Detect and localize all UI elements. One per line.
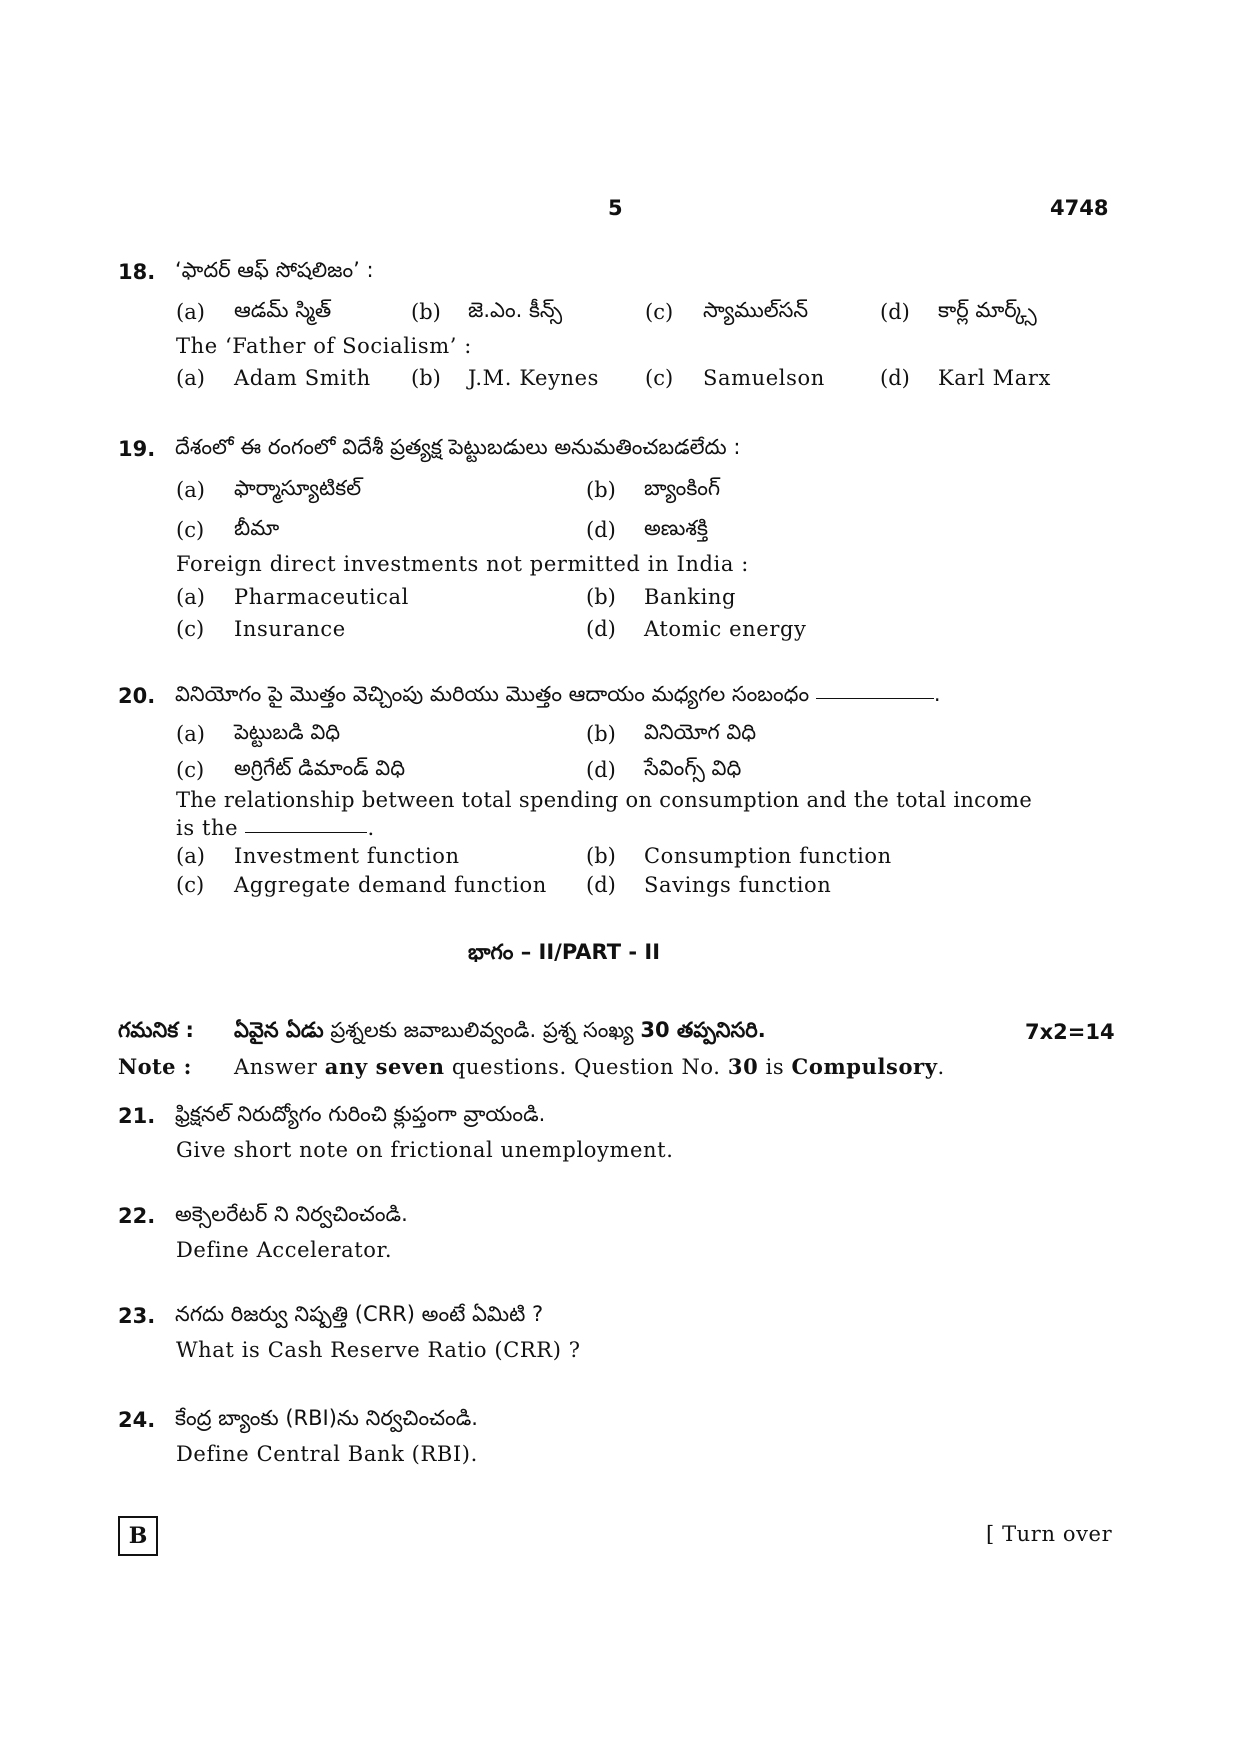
note-compulsory: Compulsory — [791, 1054, 938, 1079]
option-text-telugu: వినియోగ విధి — [644, 720, 757, 744]
option-label: (a) — [176, 844, 205, 868]
question-text-english: Define Central Bank (RBI). — [176, 1442, 478, 1466]
marks-scheme: 7x2=14 — [1025, 1020, 1115, 1044]
question-text-english: Foreign direct investments not permitted in India : — [176, 552, 749, 576]
note-label-telugu: గమనిక : — [118, 1018, 194, 1042]
paper-code: 4748 — [1050, 196, 1109, 220]
option-label: (a) — [176, 478, 205, 502]
option-text-english: Adam Smith — [234, 366, 371, 390]
option-label: (c) — [645, 300, 674, 324]
note-body: questions. Question No. — [444, 1055, 728, 1079]
question-number: 21. — [118, 1104, 156, 1128]
option-label: (b) — [586, 478, 616, 502]
question-number: 18. — [118, 260, 156, 284]
option-label: (a) — [176, 585, 205, 609]
option-text-english: Insurance — [234, 617, 346, 641]
note-emphasis: ఏవైన ఏడు — [234, 1018, 324, 1042]
answer-blank — [816, 697, 934, 699]
note-label-english: Note : — [118, 1054, 192, 1079]
option-label: (c) — [176, 617, 205, 641]
question-text-telugu-body: వినియోగం పై మొత్తం వెచ్చింపు మరియు మొత్తం ఆదాయం మధ్యగల సంబంధం — [175, 682, 810, 706]
question-text-telugu: వినియోగం పై మొత్తం వెచ్చింపు మరియు మొత్తం ఆదాయం మధ్యగల సంబంధం . — [175, 682, 941, 706]
question-text-english-cont: is the . — [176, 816, 375, 840]
option-text-english: J.M. Keynes — [468, 366, 600, 390]
question-text-english: The relationship between total spending on consumption and the total income — [176, 788, 1033, 812]
part-heading: భాగం – II/PART - II — [468, 940, 661, 964]
option-text-english: Consumption function — [644, 844, 892, 868]
option-text-telugu: ఫార్మాస్యూటికల్ — [234, 476, 362, 500]
option-label: (b) — [586, 844, 616, 868]
option-text-telugu: పెట్టుబడి విధి — [234, 720, 341, 744]
option-text-telugu: అణుశక్తి — [644, 516, 708, 540]
note-text-english — [234, 1054, 945, 1079]
option-label: (d) — [880, 366, 910, 390]
option-label: (a) — [176, 300, 205, 324]
option-text-telugu: బ్యాంకింగ్ — [644, 476, 721, 500]
option-text-english: Samuelson — [703, 366, 825, 390]
question-number: 23. — [118, 1304, 156, 1328]
option-text-english: Banking — [644, 585, 737, 609]
question-text-english: The ‘Father of Socialism’ : — [176, 334, 472, 358]
option-label: (c) — [645, 366, 674, 390]
option-text-english: Savings function — [644, 873, 832, 897]
option-text-english: Investment function — [234, 844, 460, 868]
option-label: (d) — [586, 617, 616, 641]
option-text-telugu: సేవింగ్స్ విధి — [644, 756, 742, 780]
question-text-english: What is Cash Reserve Ratio (CRR) ? — [176, 1338, 581, 1362]
option-label: (a) — [176, 722, 205, 746]
option-text-english: Karl Marx — [938, 366, 1051, 390]
question-number: 24. — [118, 1408, 156, 1432]
option-label: (b) — [411, 366, 441, 390]
question-text-english-end: is the — [176, 816, 239, 840]
note-body: . — [937, 1055, 945, 1079]
note-body: ప్రశ్నలకు జవాబులివ్వండి. ప్రశ్న సంఖ్య — [323, 1018, 641, 1042]
option-label: (a) — [176, 366, 205, 390]
option-text-english: Atomic energy — [644, 617, 807, 641]
question-number: 22. — [118, 1204, 156, 1228]
option-text-telugu: కార్ల్ మార్క్స్ — [938, 298, 1037, 322]
option-label: (b) — [586, 585, 616, 609]
option-label: (d) — [586, 518, 616, 542]
option-label: (c) — [176, 873, 205, 897]
note-body: is — [758, 1055, 792, 1079]
answer-blank — [245, 831, 367, 833]
note-emphasis: any seven — [324, 1054, 445, 1079]
note-text-telugu — [234, 1018, 766, 1048]
question-text-telugu: అక్సెలరేటర్ ని నిర్వచించండి. — [175, 1202, 408, 1226]
question-text-telugu: కేంద్ర బ్యాంకు (RBI)ను నిర్వచించండి. — [175, 1406, 478, 1430]
question-number: 20. — [118, 684, 156, 708]
note-body: Answer — [234, 1055, 325, 1079]
note-question-number: 30 — [640, 1018, 670, 1042]
turn-over-note: [ Turn over — [986, 1522, 1113, 1546]
page-number: 5 — [608, 196, 623, 220]
option-label: (b) — [411, 300, 441, 324]
option-text-telugu: జె.ఎం. కీన్స్ — [468, 298, 563, 322]
note-question-number: 30 — [727, 1054, 759, 1079]
option-text-telugu: బీమా — [234, 516, 280, 540]
question-text-telugu: నగదు రిజర్వు నిష్పత్తి (CRR) అంటే ఏమిటి ? — [175, 1302, 544, 1326]
option-label: (c) — [176, 758, 205, 782]
option-label: (c) — [176, 518, 205, 542]
option-text-telugu: స్యాముల్‌సన్ — [703, 298, 809, 322]
option-text-english: Pharmaceutical — [234, 585, 409, 609]
note-compulsory: తప్పనిసరి. — [669, 1018, 766, 1042]
question-text-english: Define Accelerator. — [176, 1238, 393, 1262]
option-text-telugu: అగ్రిగేట్ డిమాండ్ విధి — [234, 756, 406, 780]
question-text-telugu: ‘ఫాదర్ ఆఫ్ సోషలిజం’ : — [175, 258, 374, 282]
option-label: (d) — [586, 758, 616, 782]
option-label: (d) — [880, 300, 910, 324]
option-label: (b) — [586, 722, 616, 746]
booklet-series-box: B — [118, 1516, 158, 1556]
question-text-telugu: దేశంలో ఈ రంగంలో విదేశీ ప్రత్యక్ష పెట్టుబడులు అనుమతించబడలేదు : — [175, 435, 741, 459]
question-text-telugu: ఫ్రిక్షనల్ నిరుద్యోగం గురించి క్లుప్తంగా వ్రాయండి. — [175, 1102, 546, 1126]
option-text-telugu: ఆడమ్ స్మిత్ — [234, 298, 332, 322]
option-text-english: Aggregate demand function — [234, 873, 547, 897]
question-number: 19. — [118, 437, 156, 461]
option-label: (d) — [586, 873, 616, 897]
question-text-english: Give short note on frictional unemployment. — [176, 1138, 674, 1162]
